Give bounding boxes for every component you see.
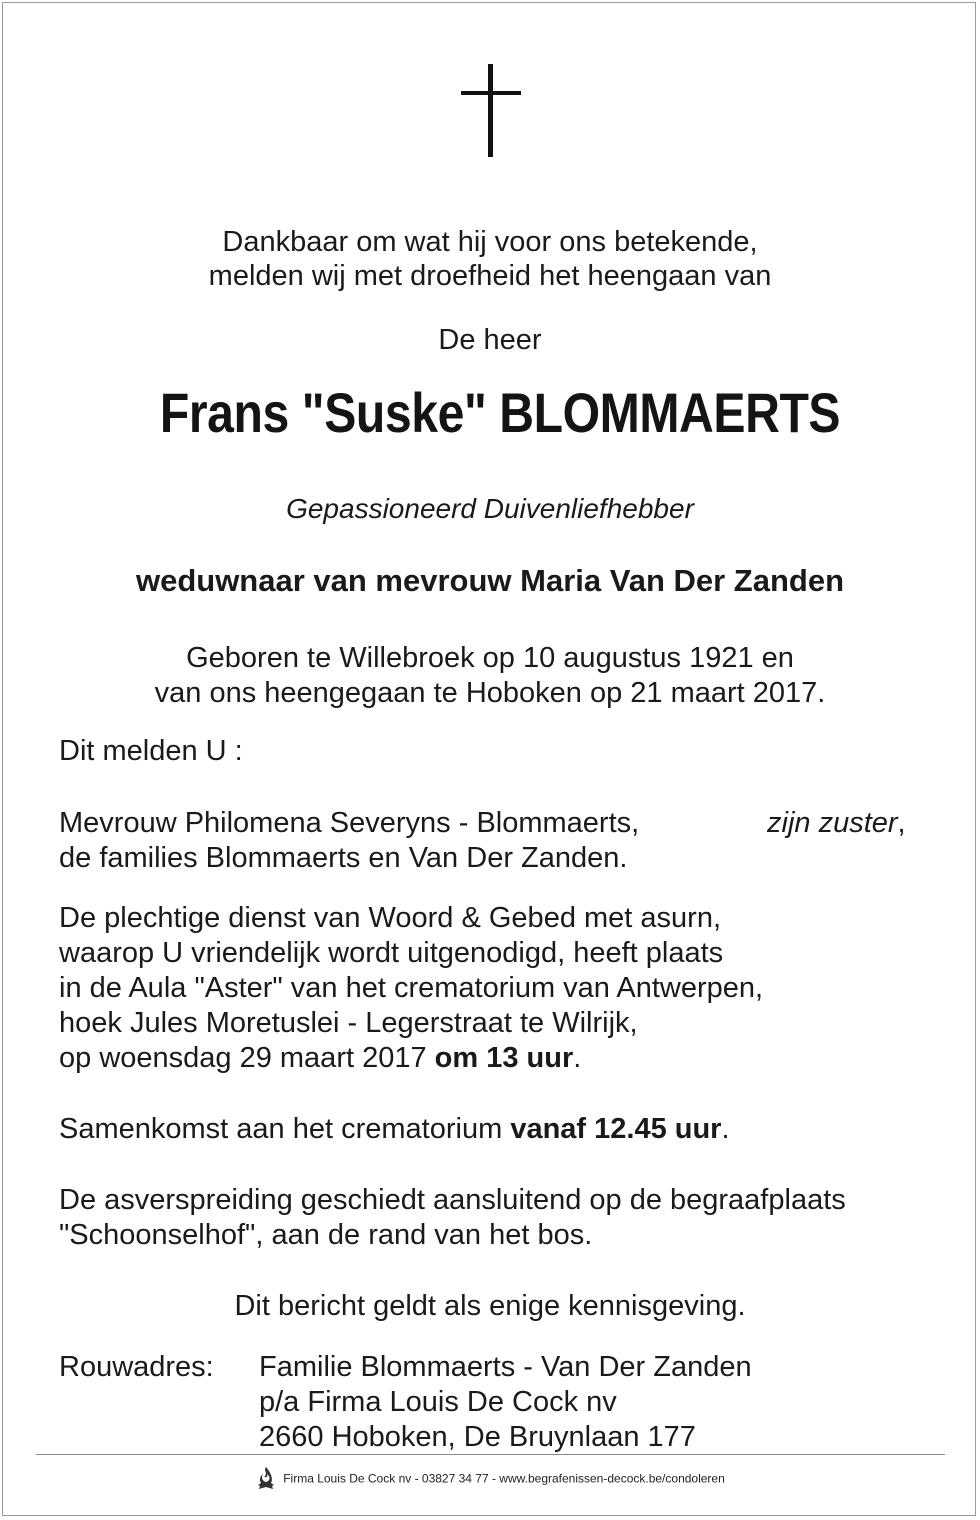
footer-text: Firma Louis De Cock nv - 03827 34 77 - www.begrafenissen-decock.be/condoleren xyxy=(283,1471,725,1486)
notice-line: Dit bericht geldt als enige kennisgeving. xyxy=(234,1290,746,1322)
address-line-1: Familie Blommaerts - Van Der Zanden xyxy=(259,1351,752,1383)
relation-punct: , xyxy=(897,807,906,839)
announce-line: Dit melden U : xyxy=(59,735,243,767)
service-line-1: De plechtige dienst van Woord & Gebed met asurn, xyxy=(59,902,722,934)
birth-line-1: Geboren te Willebroek op 10 augustus 1921 en xyxy=(186,642,794,674)
deceased-name: Frans "Suske" BLOMMAERTS xyxy=(159,381,841,444)
flame-emblem-icon xyxy=(255,1466,277,1493)
gathering-line xyxy=(59,1112,730,1146)
ashes-line-1: De asverspreiding geschiedt aansluitend op de begraafplaats xyxy=(59,1184,846,1216)
intro-line-2: melden wij met droefheid het heengaan van xyxy=(208,260,772,292)
address-line-3: 2660 Hoboken, De Bruynlaan 177 xyxy=(259,1421,696,1453)
address-label: Rouwadres: xyxy=(59,1351,214,1383)
footer-divider xyxy=(36,1454,945,1455)
family-line: de families Blommaerts en Van Der Zanden. xyxy=(59,842,628,874)
widower-line: weduwnaar van mevrouw Maria Van Der Zanden xyxy=(135,563,845,598)
service-line-3: in de Aula "Aster" van het crematorium van Antwerpen, xyxy=(59,972,764,1004)
intro-line-1: Dankbaar om wat hij voor ons betekende, xyxy=(222,226,758,258)
address-line-2: p/a Firma Louis De Cock nv xyxy=(259,1386,617,1418)
service-punct: . xyxy=(573,1042,582,1074)
cross-icon xyxy=(461,64,521,160)
relation-text: zijn zuster xyxy=(767,807,898,839)
birth-line-2: van ons heengegaan te Hoboken op 21 maart 2017. xyxy=(154,677,826,709)
honorific: De heer xyxy=(438,324,542,356)
tagline: Gepassioneerd Duivenliefhebber xyxy=(286,493,694,524)
service-line-5 xyxy=(59,1041,581,1075)
service-date: op woensdag 29 maart 2017 xyxy=(59,1042,435,1074)
footer xyxy=(0,1466,980,1493)
service-line-4: hoek Jules Moretuslei - Legerstraat te Wilrijk, xyxy=(59,1007,638,1039)
family-relation xyxy=(767,806,906,840)
ashes-line-2: "Schoonselhof", aan de rand van het bos. xyxy=(59,1219,593,1251)
service-line-2: waarop U vriendelijk wordt uitgenodigd, heeft plaats xyxy=(59,937,724,969)
gathering-time: vanaf 12.45 uur xyxy=(510,1113,722,1145)
gathering-text: Samenkomst aan het crematorium xyxy=(59,1113,511,1145)
family-person: Mevrouw Philomena Severyns - Blommaerts, xyxy=(59,807,640,839)
gathering-punct: . xyxy=(721,1113,730,1145)
service-time: om 13 uur xyxy=(434,1042,574,1074)
